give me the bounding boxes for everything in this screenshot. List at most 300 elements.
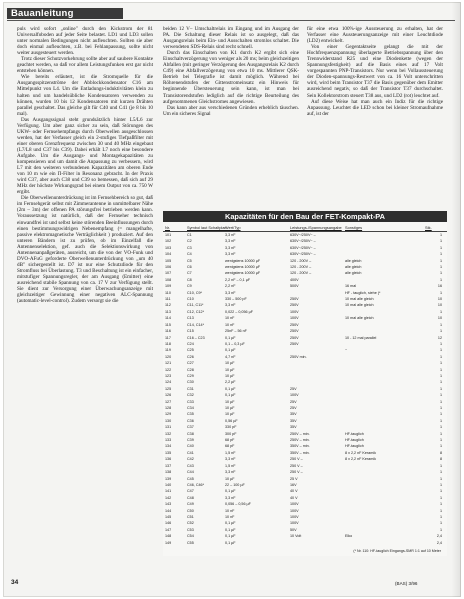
- cell-qty: 1: [439, 271, 442, 276]
- table-row: [163, 316, 447, 321]
- column-header-nr: Nr.: [165, 225, 170, 230]
- table-header-row: [163, 224, 447, 232]
- cell-qty: 1: [439, 508, 442, 513]
- paragraph: Das Ausgangssignal steht grundsätzlich hinter L5/L6 zur Verfügung. Um aber ganz sicher zu sein, daß Störungen des UKW- oder Fernsehempfangs durch Oberwellen ausgeschlossen werden, hat der Verfasser gleich ein 2-stufiges Tiefpaßfilter mit einer oberen Grenzfrequenz zwischen 30 und 40 MHz eingebaut (L7/L8 und C37 bis C39). Dabei erhält L7 noch eine besondere Aufgabe. Um die Ausgangs- und Montagekapazitäten zu kompensieren und um damit die Anpassung zu verbessern, wird L7 mit den weiteren verbundenen Kapazitäten am oberen Ende von 10 m wie ein Π-Filter in Resonanz gebracht. In der Praxis wird C37, aber auch C38 und C39 so bemessen, daß sich auf 29 MHz der höchste Wirkungsgrad bei einem Output von ca. 750 W ergibt.: [17, 116, 153, 196]
- cell-symbol: C9: [187, 284, 192, 289]
- cell-qty: 1: [439, 425, 442, 430]
- capacitor-table: [163, 211, 447, 556]
- table-row: [163, 387, 447, 392]
- cell-qty: 8: [439, 457, 442, 462]
- cell-nr: 103: [165, 245, 172, 250]
- table-row: [163, 451, 447, 456]
- paragraph: Durch das Einschalten von K1 durch K2 ergibt sich eine Einschaltverzögerung von weniger als 20 ms; beim gleichzeitigen Abfallen (mit geringer Verzögerung des Ausgangsrelais K2 durch C49) eine Abfallverzögerung von etwa 10 ms. Mittlerer QSK-Betrieb bei Telegrafie ist damit möglich. Während bei Röhrenendstufen der Gittenstromeinsatz ein Hinweis für beginnende Übersteuerung sein kann, ist man bei Transistorendstufen lediglich auf die richtige Beurteilung des aufgenommenen Gleichstromes angewiesen.: [163, 50, 299, 105]
- cell-value: 0,1 – 0,3 µF: [225, 341, 245, 346]
- cell-notes: 10 mal alle gleich: [345, 303, 374, 308]
- cell-symbol: C38: [187, 431, 194, 436]
- cell-qty: 1: [439, 399, 442, 404]
- table-row: [163, 464, 447, 469]
- cell-symbol: C51: [187, 514, 194, 519]
- cell-notes: 16 mal: [345, 284, 357, 289]
- cell-qty: 10: [437, 303, 442, 308]
- table-title: Kapazitäten für den Bau der FET-Kompakt-PA: [224, 212, 385, 221]
- paragraph: für eine etwa 100%-ige Aussteuerung zu erhalten, hat der Verfasser eine Aussteuerungsanzeige mit einer Leuchtdiode (LD2) entwickelt.: [307, 26, 443, 45]
- column-header-rating: Leistungs-/Spannungsangabe: [290, 225, 342, 230]
- cell-nr: 131: [165, 425, 172, 430]
- cell-nr: 111: [165, 297, 171, 302]
- table-row: [163, 380, 447, 385]
- table-row: [163, 393, 447, 398]
- cell-value: 10 µF: [225, 367, 235, 372]
- cell-qty: 1: [439, 431, 442, 436]
- cell-qty: 1: [439, 386, 442, 391]
- table-row: [163, 271, 447, 276]
- cell-qty: 1: [439, 309, 442, 314]
- cell-symbol: C27: [187, 361, 194, 366]
- magazine-page: [3, 2, 461, 597]
- cell-symbol: C25: [187, 348, 194, 353]
- cell-value: 2,2 nF: [225, 284, 236, 289]
- cell-rating: 630V~/250V~ –: [290, 239, 316, 244]
- cell-qty: 1: [439, 489, 442, 494]
- cell-nr: 110: [165, 290, 171, 295]
- cell-symbol: C34: [187, 406, 194, 411]
- cell-value: 0,1 µF: [225, 386, 236, 391]
- column-header-notes: Sonstiges: [345, 225, 363, 230]
- cell-nr: 128: [165, 406, 172, 411]
- cell-rating: 40 V: [290, 489, 298, 494]
- cell-value: 0,1 µF: [225, 348, 236, 353]
- cell-rating: 400V: [290, 277, 299, 282]
- cell-nr: 114: [165, 316, 171, 321]
- cell-qty: 1: [439, 239, 442, 244]
- table-row: [163, 361, 447, 366]
- cell-notes: 8 x 2,2 nF Keramik: [345, 450, 376, 455]
- cell-symbol: C10, C9*: [187, 290, 202, 295]
- cell-value: 10 µF: [225, 399, 235, 404]
- cell-symbol: C54: [187, 534, 194, 539]
- cell-rating: 35V: [290, 418, 297, 423]
- cell-qty: 2,4: [436, 534, 442, 539]
- cell-symbol: C5: [187, 258, 192, 263]
- cell-value: 3,3 nF: [225, 290, 236, 295]
- cell-nr: 115: [165, 322, 171, 327]
- cell-nr: 101: [165, 233, 172, 237]
- cell-value: 0,056 – 0,56 µF: [225, 502, 251, 507]
- cell-nr: 141: [165, 489, 172, 494]
- cell-nr: 125: [165, 386, 172, 391]
- cell-qty: 1: [439, 476, 442, 481]
- cell-notes: 10 - 12 mal parallel: [345, 335, 377, 340]
- cell-nr: 121: [165, 361, 172, 366]
- cell-value: 0,022 – 0,056 µF: [225, 309, 253, 314]
- cell-rating: 25V: [290, 386, 297, 391]
- cell-value: 22 – 100 µF: [225, 482, 245, 487]
- cell-nr: 109: [165, 284, 172, 289]
- cell-qty: 2,4: [436, 540, 442, 545]
- cell-notes: 8 x 2,2 nF Keramik: [345, 457, 376, 462]
- cell-notes: Elko: [345, 534, 353, 539]
- cell-value: 10 µF: [225, 373, 235, 378]
- cell-rating: 630V~/250V~ –: [290, 245, 316, 250]
- cell-symbol: C1: [187, 233, 192, 237]
- table-row: [163, 310, 447, 315]
- cell-symbol: C49: [187, 502, 194, 507]
- cell-qty: 1: [439, 495, 442, 500]
- issue-label: (BAS) 3/96: [395, 581, 418, 586]
- table-row: [163, 528, 447, 533]
- cell-nr: 147: [165, 527, 172, 532]
- table-row: [163, 284, 447, 289]
- cell-rating: 100V: [290, 502, 299, 507]
- cell-symbol: C2: [187, 239, 192, 244]
- cell-nr: 118: [165, 341, 171, 346]
- cell-value: 300 pF: [225, 431, 237, 436]
- cell-qty: 1: [439, 521, 442, 526]
- cell-value: 10 µF: [225, 412, 235, 417]
- cell-symbol: C15: [187, 329, 194, 334]
- cell-rating: 10 Volt: [290, 534, 302, 539]
- cell-qty: 16: [437, 284, 442, 289]
- cell-symbol: C12, C12*: [187, 309, 205, 314]
- cell-value: 3,3 nF: [225, 245, 236, 250]
- cell-value: 330 – 500 pF: [225, 297, 247, 302]
- cell-symbol: C6: [187, 265, 192, 270]
- text-column-1: [17, 26, 153, 571]
- header-rule: [7, 20, 455, 21]
- cell-qty: 1: [439, 252, 442, 257]
- cell-qty: 1: [439, 361, 442, 366]
- table-row: [163, 400, 447, 405]
- cell-qty: 1: [439, 380, 442, 385]
- cell-rating: 350V – min.: [290, 450, 310, 455]
- cell-rating: 100V: [290, 508, 299, 513]
- cell-rating: 120 - 200V –: [290, 271, 312, 276]
- table-row: [163, 541, 447, 546]
- cell-qty: 1: [439, 265, 442, 270]
- table-row: [163, 297, 447, 302]
- cell-qty: 1: [439, 502, 442, 507]
- cell-symbol: C39: [187, 438, 194, 443]
- cell-symbol: C55: [187, 540, 194, 545]
- cell-qty: 1: [439, 245, 442, 250]
- cell-value: 3,3 nF: [225, 495, 236, 500]
- cell-qty: 1: [439, 233, 442, 237]
- cell-symbol: C48: [187, 495, 194, 500]
- table-row: [163, 457, 447, 462]
- table-row: [163, 252, 447, 257]
- cell-qty: 10: [437, 316, 442, 321]
- cell-symbol: C33: [187, 399, 194, 404]
- cell-symbol: C42: [187, 457, 194, 462]
- text-column-2: [163, 26, 299, 206]
- cell-symbol: C53: [187, 527, 194, 532]
- cell-qty: 1: [439, 341, 442, 346]
- cell-value: 0,1 µF: [225, 521, 236, 526]
- cell-value: 0,1 µF: [225, 393, 236, 398]
- paragraph: puls wird sofort „online" durch den Kickstrom der 81 Universalfoboden auf jeder Seite belastet. LD1 und LD3 sollen unter normalen Bedingungen nicht aufleuchten. Sollten sie aber doch einmal aufleuchten, z.B. bei Fehlanpassung, sollte nicht weiter ausgesteuert werden.: [17, 26, 153, 57]
- cell-symbol: C26: [187, 354, 194, 359]
- cell-notes: 10 mal alle gleich: [345, 316, 374, 321]
- cell-value: 0,1 µF: [225, 489, 236, 494]
- table-row: [163, 489, 447, 494]
- cell-nr: 142: [165, 495, 172, 500]
- cell-value: 1,5 nF: [225, 450, 236, 455]
- cell-qty: 1: [439, 406, 442, 411]
- cell-qty: 1: [439, 438, 442, 443]
- cell-nr: 148: [165, 534, 172, 539]
- cell-rating: 250V: [290, 297, 299, 302]
- table-footnote: (* Nr. 110: HF-tauglich Eingangs-SMR 1:1 auf 10 Meter: [353, 549, 441, 553]
- cell-value: 3,3 nF: [225, 233, 236, 237]
- cell-value: 3,3 nF: [225, 239, 236, 244]
- column-header-qty: Stk.: [425, 225, 432, 230]
- cell-value: 10 µF: [225, 476, 235, 481]
- cell-symbol: C52: [187, 521, 194, 526]
- cell-symbol: C41: [187, 450, 194, 455]
- cell-value: 10 nF: [225, 322, 235, 327]
- cell-value: 0,1 µF: [225, 527, 236, 532]
- cell-nr: 127: [165, 399, 172, 404]
- table-row: [163, 406, 447, 411]
- cell-value: 330 pF: [225, 425, 237, 430]
- cell-value: 0,1 µF: [225, 540, 236, 545]
- cell-symbol: C37: [187, 425, 194, 430]
- cell-value: wenigstens 10000 µF: [225, 265, 261, 270]
- cell-rating: 250V: [290, 303, 299, 308]
- cell-rating: 25V: [290, 406, 297, 411]
- cell-qty: 1: [439, 290, 442, 295]
- table-row: [163, 336, 447, 341]
- cell-nr: 126: [165, 393, 172, 398]
- cell-symbol: C44: [187, 470, 194, 475]
- cell-symbol: C4: [187, 252, 192, 257]
- cell-rating: 250V: [290, 322, 299, 327]
- table-row: [163, 425, 447, 430]
- cell-rating: 250 V –: [290, 463, 303, 468]
- table-row: [163, 521, 447, 526]
- table-row: [163, 438, 447, 443]
- cell-nr: 102: [165, 239, 172, 244]
- cell-nr: 113: [165, 309, 171, 314]
- cell-notes: ~: [345, 348, 348, 353]
- cell-qty: 1: [439, 393, 442, 398]
- cell-symbol: C50: [187, 508, 194, 513]
- cell-value: 10 µF: [225, 361, 235, 366]
- cell-rating: 120 - 200V –: [290, 265, 312, 270]
- cell-nr: 134: [165, 444, 172, 449]
- cell-nr: 107: [165, 271, 172, 276]
- cell-notes: alle gleich: [345, 265, 362, 270]
- table-row: [163, 509, 447, 514]
- cell-nr: 135: [165, 450, 172, 455]
- cell-notes: HF-tauglich: [345, 444, 364, 449]
- table-row: [163, 412, 447, 417]
- section-title: Bauanleitung: [11, 8, 74, 19]
- cell-nr: 117: [165, 335, 171, 340]
- cell-qty: 1: [439, 463, 442, 468]
- cell-nr: 119: [165, 348, 171, 353]
- paragraph: Auf diese Weise hat man auch ein Indiz für die richtige Anpassung. Leuchtet die LED schon bei kleiner Stromaufnahme auf, ist der: [307, 98, 443, 117]
- cell-symbol: C43: [187, 463, 194, 468]
- binding-shadow: [451, 2, 461, 597]
- cell-rating: 630V~/250V~ –: [290, 233, 316, 237]
- table-row: [163, 291, 447, 296]
- cell-qty: 1: [439, 329, 442, 334]
- cell-symbol: C3: [187, 245, 192, 250]
- cell-nr: 123: [165, 373, 172, 378]
- cell-value: 3,3 nF: [225, 457, 236, 462]
- cell-symbol: C36: [187, 418, 194, 423]
- cell-rating: 25V: [290, 399, 297, 404]
- cell-qty: 12: [437, 335, 442, 340]
- cell-rating: 100V: [290, 309, 299, 314]
- table-row: [163, 419, 447, 424]
- cell-nr: 138: [165, 470, 172, 475]
- table-row: [163, 303, 447, 308]
- cell-symbol: C8: [187, 277, 192, 282]
- cell-qty: 1: [439, 367, 442, 372]
- cell-rating: 250V: [290, 341, 299, 346]
- cell-symbol: C30: [187, 380, 194, 385]
- cell-symbol: C14, C14*: [187, 322, 205, 327]
- paragraph: Das kann aber aus verschiedenen Gründen erheblich täuschen. Um ein sicheres Signal: [163, 104, 299, 117]
- cell-value: 3,3 nF: [225, 303, 236, 308]
- table-row: [163, 477, 447, 482]
- paragraph: Wie bereits erläutert, ist die Stromquelle für die Ausgangsspitzenströme der Abblockkondensator C16 am Mittelpunkt von L4. Um die Entladungs-induktivitäten klein zu halten und um handelsübliche Kondensatoren verwenden zu können, wurden 10 bis 12 Kondensatoren mit kurzen Drähten parallel geschaltet. Das gleiche gilt für C40 und C41 (je 8 bis 10 mal).: [17, 74, 153, 117]
- cell-nr: 116: [165, 329, 171, 334]
- cell-value: wenigstens 10000 µF: [225, 258, 261, 263]
- cell-rating: 250V: [290, 329, 299, 334]
- cell-nr: 146: [165, 521, 172, 526]
- cell-value: 10 nF: [225, 514, 235, 519]
- cell-symbol: C35: [187, 412, 194, 417]
- cell-qty: 1: [439, 418, 442, 423]
- table-row: [163, 374, 447, 379]
- cell-rating: 100V: [290, 514, 299, 519]
- cell-nr: 132: [165, 431, 172, 436]
- cell-notes: 10 mal alle gleich: [345, 297, 374, 302]
- cell-rating: 250V – min.: [290, 438, 310, 443]
- cell-symbol: C45: [187, 476, 194, 481]
- cell-rating: 100V: [290, 316, 299, 321]
- column-header-symbol: Symbol laut Schaltplan: [187, 225, 227, 230]
- table-row: [163, 432, 447, 437]
- cell-value: 0,1 µF: [225, 335, 236, 340]
- cell-qty: 1: [439, 514, 442, 519]
- cell-rating: 250 V –: [290, 457, 303, 462]
- cell-nr: 149: [165, 540, 172, 545]
- cell-nr: 106: [165, 265, 172, 270]
- table-row: [163, 323, 447, 328]
- cell-nr: 120: [165, 354, 172, 359]
- cell-rating: 100V: [290, 393, 299, 398]
- cell-qty: 1: [439, 258, 442, 263]
- cell-qty: 1: [439, 527, 442, 532]
- paragraph: Trotz dieser Schutzvorkehrung sollte aber auf saubere Kontakte geachtet werden, so daß vor allem Leistungsfunken erst gar nicht entstehen können.: [17, 56, 153, 75]
- cell-qty: 8: [439, 450, 442, 455]
- cell-value: 4,7 nF: [225, 354, 236, 359]
- cell-symbol: C28: [187, 367, 194, 372]
- cell-nr: 140: [165, 482, 172, 487]
- table-row: [163, 534, 447, 539]
- cell-rating: 250 V –: [290, 470, 303, 475]
- cell-notes: alle gleich: [345, 258, 362, 263]
- cell-value: 10 nF: [225, 508, 235, 513]
- cell-value: 10 µF: [225, 406, 235, 411]
- table-row: [163, 355, 447, 360]
- cell-qty: 1: [439, 277, 442, 282]
- table-row: [163, 278, 447, 283]
- cell-symbol: C46, C46*: [187, 482, 205, 487]
- cell-rating: 250V – min.: [290, 431, 310, 436]
- cell-symbol: C7: [187, 271, 192, 276]
- cell-value: 10 nF: [225, 316, 235, 321]
- table-row: [163, 246, 447, 251]
- cell-value: 68 pF: [225, 438, 235, 443]
- cell-rating: 100V: [290, 521, 299, 526]
- table-row: [163, 470, 447, 475]
- cell-rating: 350V – min.: [290, 444, 310, 449]
- cell-rating: 50V: [290, 527, 297, 532]
- cell-nr: 108: [165, 277, 172, 282]
- cell-value: 25nF – 56 nF: [225, 329, 247, 334]
- cell-rating: 35V: [290, 425, 297, 430]
- cell-notes: alle gleich: [345, 271, 362, 276]
- cell-symbol: C11, C11*: [187, 303, 204, 308]
- cell-rating: 630V~/250V~ –: [290, 252, 316, 257]
- cell-symbol: C29: [187, 373, 194, 378]
- cell-qty: 1: [439, 373, 442, 378]
- cell-rating: 500V: [290, 284, 299, 289]
- cell-rating: 250V min.: [290, 354, 307, 359]
- table-row: [163, 265, 447, 270]
- page-number: 34: [11, 579, 19, 586]
- table-row: [163, 496, 447, 501]
- cell-symbol: C32: [187, 393, 194, 398]
- cell-symbol: C47: [187, 489, 194, 494]
- cell-rating: 120 - 200V –: [290, 258, 312, 263]
- cell-value: 68 pF: [225, 444, 235, 449]
- cell-nr: 136: [165, 457, 172, 462]
- paragraph: beiden 12 V– Umschaltrelais im Eingang und im Ausgang der PA. Die Schaltung dieser Relais ist so ausgelegt, daß das Ausgangsrelais beim Ein- und Ausschalten stromlos schaltet. Die verwendeten SDS-Relais sind recht schnell.: [163, 26, 299, 51]
- cell-notes: HF-tauglich: [345, 438, 364, 443]
- cell-nr: 105: [165, 258, 172, 263]
- cell-qty: 10: [437, 297, 442, 302]
- cell-symbol: C16 – C23: [187, 335, 205, 340]
- cell-nr: 143: [165, 502, 172, 507]
- paragraph: Von einer Gegentaktseite gelangt die mit der Hochfrequenzspannung überlagerte Betriebsspannung über den Trennwiderstand R25 und eine Diodenkette (wegen der Spannungsfestigkeit) auf die Basis eines auf 17 Volt vorgespannten PNP-Transistors. Nur wenn bei Vollaussteuerung der Dioden-spannungs-Restwert von ca. 16 Volt unterschritten wird, wird beim Transistor T37 die Basis gegenüber dem Emitter ausreichend negativ, so daß der Transistor T37 durchschaltet. Sein Kollektorstrom steuert T38 aus, und LD2 (rot) leuchtet auf.: [307, 44, 443, 99]
- cell-qty: 1: [439, 412, 442, 417]
- cell-nr: 137: [165, 463, 172, 468]
- cell-nr: 130: [165, 418, 172, 423]
- cell-nr: 133: [165, 438, 172, 443]
- cell-notes: HF-tauglich: [345, 431, 364, 436]
- cell-value: 2,2 µF: [225, 380, 236, 385]
- cell-rating: 16V: [290, 482, 297, 487]
- cell-rating: 25 V: [290, 476, 298, 481]
- table-row: [163, 342, 447, 347]
- cell-qty: 1: [439, 444, 442, 449]
- cell-symbol: C13: [187, 316, 194, 321]
- cell-qty: 1: [439, 322, 442, 327]
- cell-symbol: C31: [187, 386, 194, 391]
- text-column-3: [307, 26, 443, 211]
- cell-symbol: C24: [187, 341, 194, 346]
- cell-rating: 35V: [290, 412, 297, 417]
- table-row: [163, 515, 447, 520]
- table-row: [163, 233, 447, 238]
- cell-qty: 1: [439, 354, 442, 359]
